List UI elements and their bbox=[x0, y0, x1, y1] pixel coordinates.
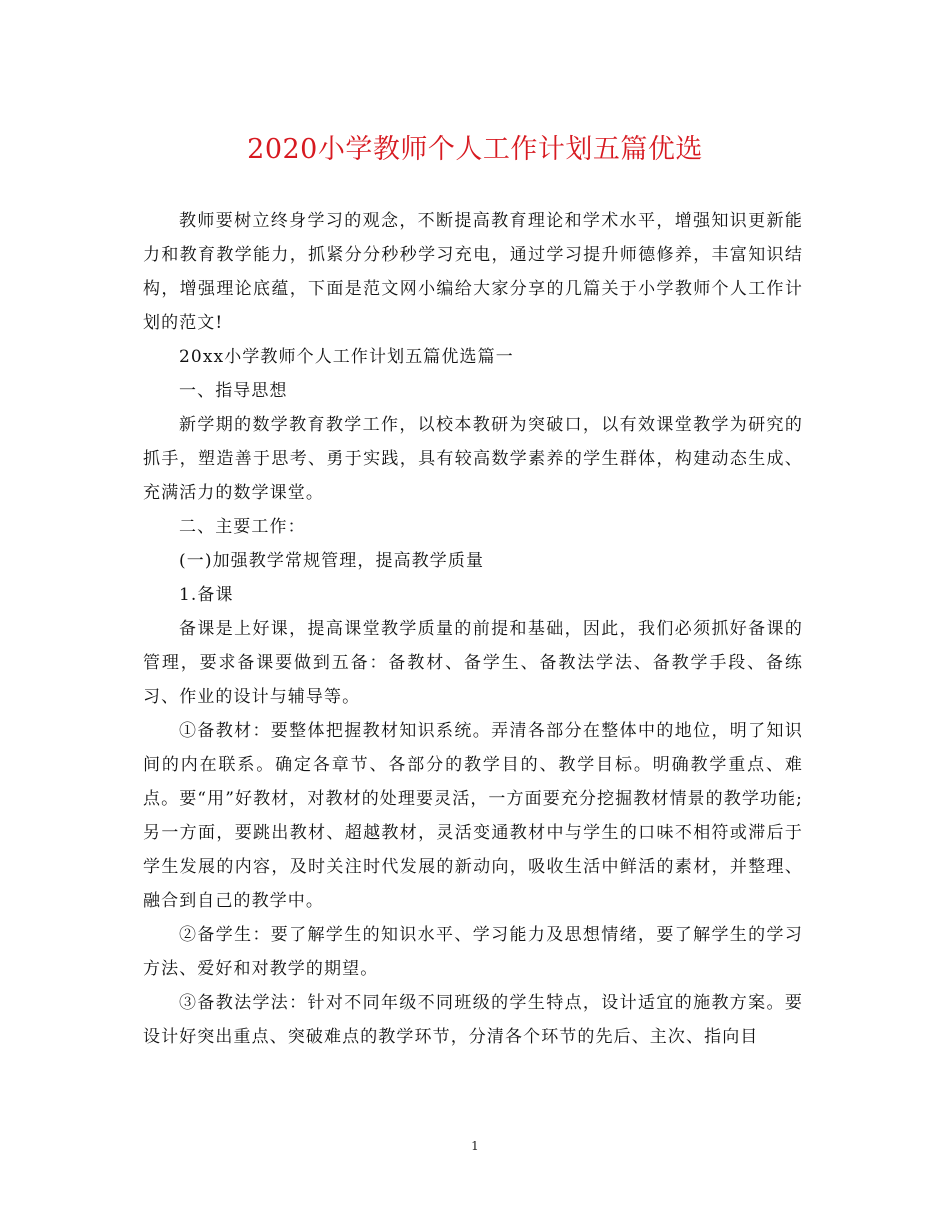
paragraph-prep-students: ②备学生：要了解学生的知识水平、学习能力及思想情绪，要了解学生的学习方法、爱好和对教学的期望。 bbox=[143, 925, 803, 979]
page-number: 1 bbox=[471, 1139, 479, 1153]
document-body bbox=[143, 204, 803, 1054]
heading-main-work: 二、主要工作： bbox=[179, 517, 306, 537]
intro-paragraph: 教师要树立终身学习的观念，不断提高教育理论和学术水平，增强知识更新能力和教育教学能力，抓紧分分秒秒学习充电，通过学习提升师德修养，丰富知识结构，增强理论底蕴，下面是范文网小编给大家分享的几篇关于小学教师个人工作计划的范文! bbox=[143, 211, 803, 333]
subheading-teaching-management: (一)加强教学常规管理，提高教学质量 bbox=[179, 551, 485, 571]
heading-guiding-thought: 一、指导思想 bbox=[179, 381, 288, 401]
paragraph-prep-methods: ③备教法学法：针对不同年级不同班级的学生特点，设计适宜的施教方案。要设计好突出重点、突破难点的教学环节，分清各个环节的先后、主次、指向目 bbox=[143, 993, 803, 1047]
item-heading-lesson-prep: 1.备课 bbox=[179, 585, 234, 605]
section-heading-part-one: 20xx小学教师个人工作计划五篇优选篇一 bbox=[179, 347, 514, 367]
paragraph-lesson-prep: 备课是上好课，提高课堂教学质量的前提和基础，因此，我们必须抓好备课的管理，要求备课要做到五备：备教材、备学生、备教法学法、备教学手段、备练习、作业的设计与辅导等。 bbox=[143, 619, 803, 707]
document-title: 2020小学教师个人工作计划五篇优选 bbox=[247, 134, 703, 165]
paragraph-guiding-thought: 新学期的数学教育教学工作，以校本教研为突破口，以有效课堂教学为研究的抓手，塑造善于思考、勇于实践，具有较高数学素养的学生群体，构建动态生成、充满活力的数学课堂。 bbox=[143, 415, 803, 503]
paragraph-prep-materials: ①备教材：要整体把握教材知识系统。弄清各部分在整体中的地位，明了知识间的内在联系。确定各章节、各部分的教学目的、教学目标。明确教学重点、难点。要“用”好教材，对教材的处理要灵活，一方面要充分挖掘教材情景的教学功能;另一方面，要跳出教材、超越教材，灵活变通教材中与学生的口味不相符或滞后于学生发展的内容，及时关注时代发展的新动向，吸收生活中鲜活的素材，并整理、融合到自己的教学中。 bbox=[143, 721, 803, 911]
